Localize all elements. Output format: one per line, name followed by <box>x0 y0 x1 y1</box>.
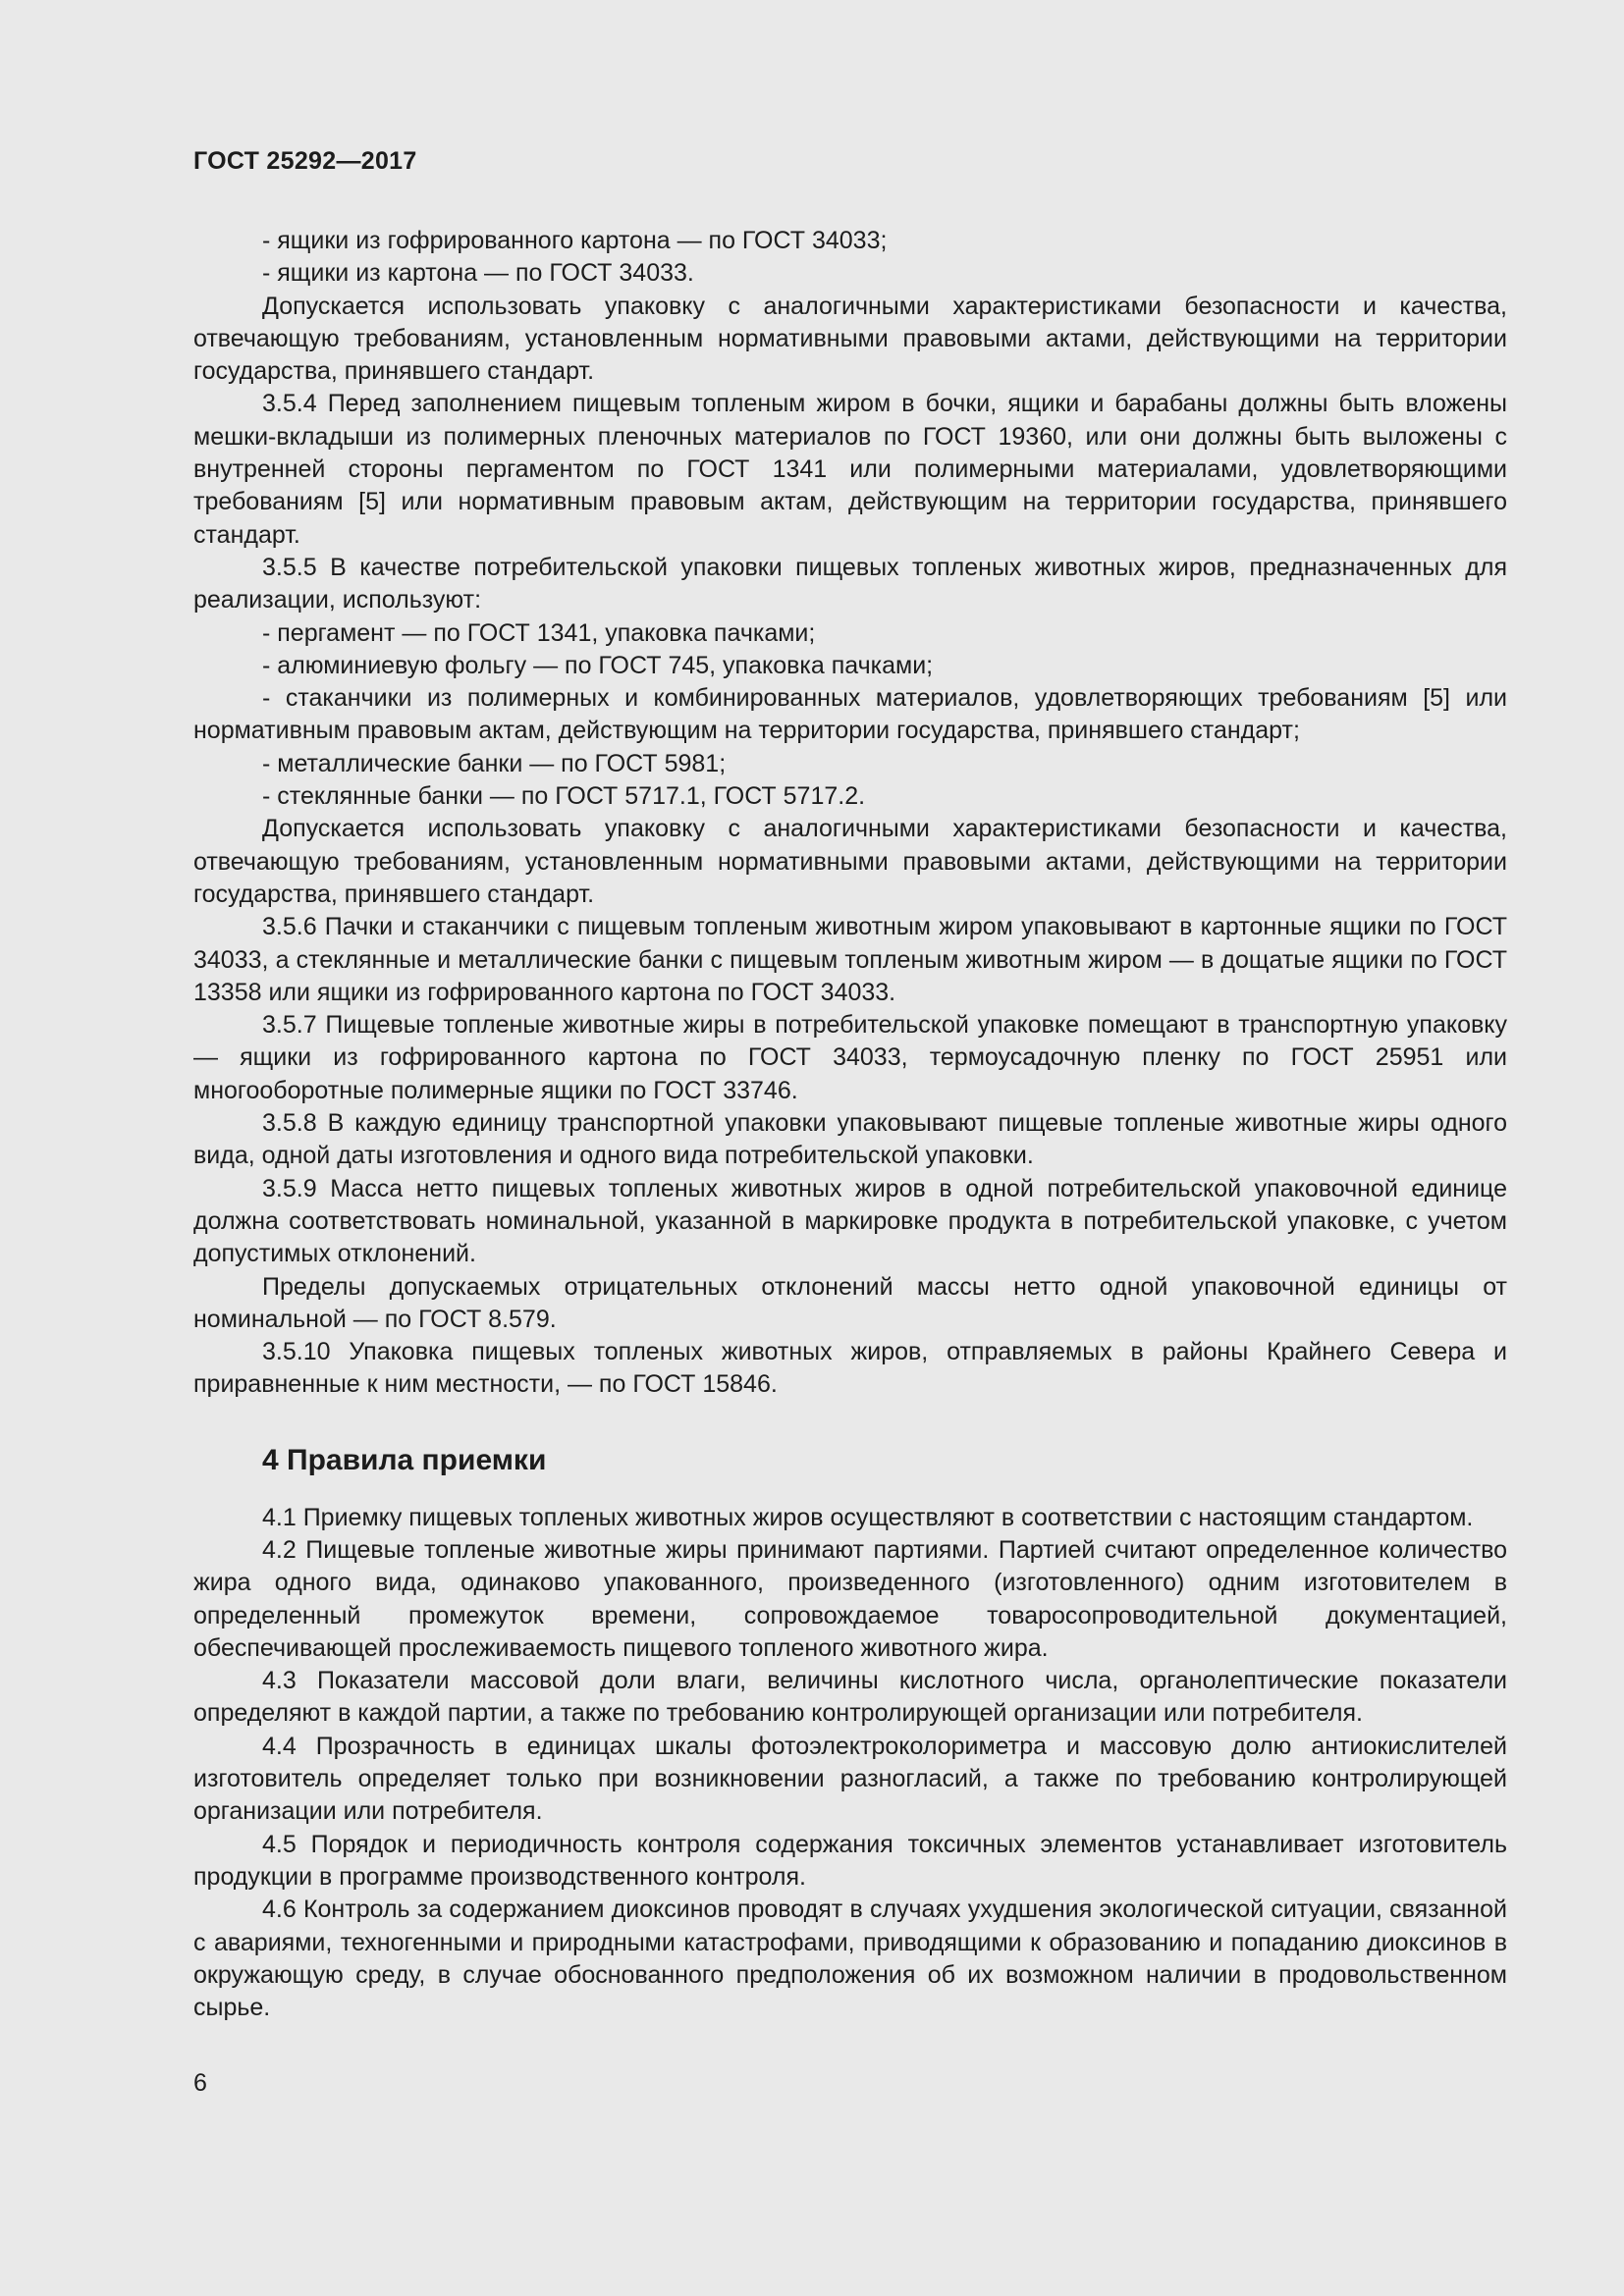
clause-3-5-4: 3.5.4 Перед заполнением пищевым топленым жиром в бочки, ящики и барабаны должны быть вложены мешки-вкладыши из полимерных пленочных материалов по ГОСТ 19360, или они должны быть выложены с внутренней стороны пергаментом по ГОСТ 1341 или полимерными материалами, удовлетворяющими требованиям [5] или нормативным правовым актам, действующим на территории государства, принявшего стандарт. <box>193 390 1507 549</box>
page-header: ГОСТ 25292—2017 <box>193 147 417 175</box>
clause-4-4: 4.4 Прозрачность в единицах шкалы фотоэлектроколориметра и массовую долю антиокислителей изготовитель определяет только при возникновении разногласий, а также по требованию контролирующей организации или потребителя. <box>193 1732 1507 1826</box>
clause-4-5: 4.5 Порядок и периодичность контроля содержания токсичных элементов устанавливает изготовитель продукции в программе производственного контроля. <box>193 1830 1507 1891</box>
clause-3-5-10: 3.5.10 Упаковка пищевых топленых животных жиров, отправляемых в районы Крайнего Севера и приравненные к ним местности, — по ГОСТ 15846. <box>193 1338 1507 1399</box>
clause-3-5-5: 3.5.5 В качестве потребительской упаковки пищевых топленых животных жиров, предназначенных для реализации, используют: <box>193 553 1507 614</box>
clause-3-5-7: 3.5.7 Пищевые топленые животные жиры в потребительской упаковке помещают в транспортную упаковку — ящики из гофрированного картона по ГОСТ 34033, термоусадочную пленку по ГОСТ 25951 или многооборотные полимерные ящики по ГОСТ 33746. <box>193 1011 1507 1104</box>
clause-4-6: 4.6 Контроль за содержанием диоксинов проводят в случаях ухудшения экологической ситуации, связанной с авариями, техногенными и природными катастрофами, приводящими к образованию и попаданию диоксинов в окружающую среду, в случае обоснованного предположения об их возможном наличии в продовольственном сырье. <box>193 1896 1507 2022</box>
list-item: - металлические банки — по ГОСТ 5981; <box>262 749 727 777</box>
clause-3-5-8: 3.5.8 В каждую единицу транспортной упаковки упаковывают пищевые топленые животные жиры одного вида, одной даты изготовления и одного вида потребительской упаковки. <box>193 1109 1507 1170</box>
list-item: - пергамент — по ГОСТ 1341, упаковка пачками; <box>262 618 816 647</box>
clause-4-2: 4.2 Пищевые топленые животные жиры принимают партиями. Партией считают определенное количество жира одного вида, одинаково упакованного, произведенного (изготовленного) одним изготовителем в определенный промежуток времени, сопровождаемое товаросопроводительной документацией, обеспечивающей прослеживаемость пищевого топленого животного жира. <box>193 1535 1507 1662</box>
paragraph: Допускается использовать упаковку с аналогичными характеристиками безопасности и качества, отвечающую требованиям, установленным нормативными правовыми актами, действующими на территории государства, принявшего стандарт. <box>193 292 1507 386</box>
list-item: - ящики из гофрированного картона — по ГОСТ 34033; <box>262 227 888 254</box>
clause-3-5-6: 3.5.6 Пачки и стаканчики с пищевым топленым животным жиром упаковывают в картонные ящики по ГОСТ 34033, а стеклянные и металлические банки с пищевым топленым животным жиром — в дощатые ящики по ГОСТ 13358 или ящики из гофрированного картона по ГОСТ 34033. <box>193 913 1507 1006</box>
page-number: 6 <box>193 2069 207 2097</box>
document-body <box>193 225 1507 2024</box>
clause-4-1: 4.1 Приемку пищевых топленых животных жиров осуществляют в соответствии с настоящим стандартом. <box>262 1503 1474 1531</box>
list-item: - ящики из картона — по ГОСТ 34033. <box>262 259 694 288</box>
list-item: - стаканчики из полимерных и комбинированных материалов, удовлетворяющих требованиям [5] или нормативным правовым актам, действующим на территории государства, принявшего стандарт; <box>193 684 1507 745</box>
clause-3-5-9: 3.5.9 Масса нетто пищевых топленых животных жиров в одной потребительской упаковочной единице должна соответствовать номинальной, указанной в маркировке продукта в потребительской упаковке, с учетом допустимых отклонений. <box>193 1174 1507 1268</box>
list-item: - стеклянные банки — по ГОСТ 5717.1, ГОСТ 5717.2. <box>262 782 866 811</box>
clause-4-3: 4.3 Показатели массовой доли влаги, величины кислотного числа, органолептические показатели определяют в каждой партии, а также по требованию контролирующей организации или потребителя. <box>193 1667 1507 1728</box>
section-title: 4 Правила приемки <box>262 1443 547 1476</box>
paragraph: Пределы допускаемых отрицательных отклонений массы нетто одной упаковочной единицы от номинальной — по ГОСТ 8.579. <box>193 1272 1507 1333</box>
paragraph: Допускается использовать упаковку с аналогичными характеристиками безопасности и качества, отвечающую требованиям, установленным нормативными правовыми актами, действующими на территории государства, принявшего стандарт. <box>193 815 1507 908</box>
list-item: - алюминиевую фольгу — по ГОСТ 745, упаковка пачками; <box>262 651 934 679</box>
